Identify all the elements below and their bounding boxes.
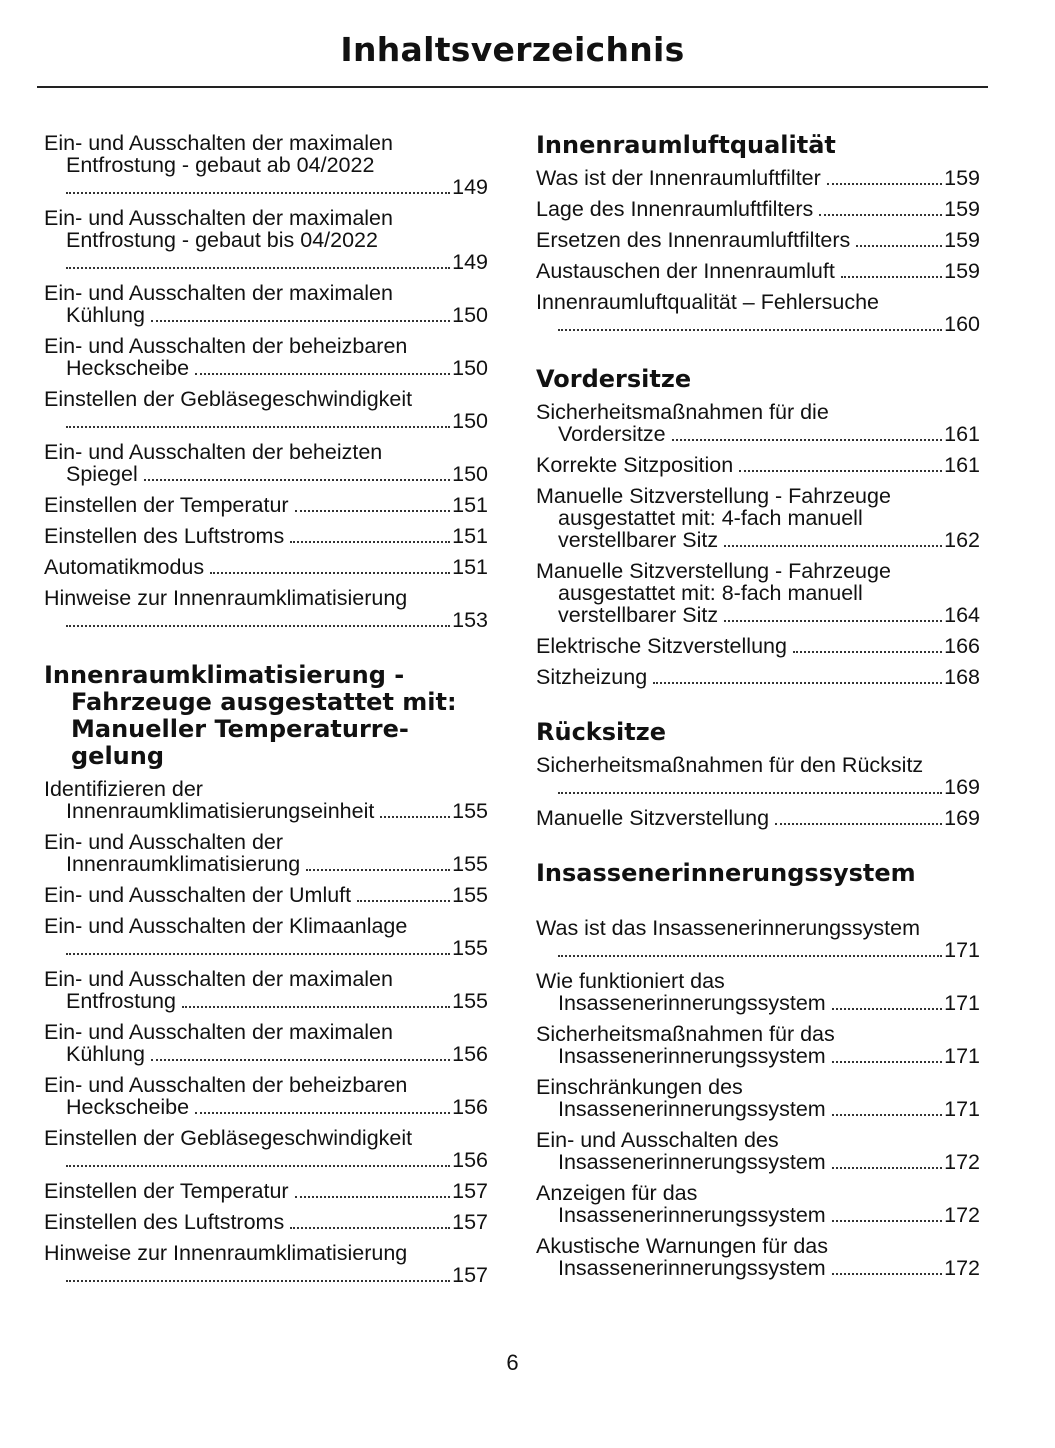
entry-title-line: Ein- und Ausschalten der maximalen	[44, 1020, 393, 1044]
entry-leader-row	[44, 176, 488, 199]
entry-title-line: Spiegel	[66, 462, 138, 486]
dot-leader	[195, 1112, 450, 1114]
entry-leader-row	[44, 937, 488, 960]
dot-leader	[144, 479, 450, 481]
entry-title-line: Was ist das Insassenerinnerungssystem	[536, 916, 920, 940]
entry-title-line: Ein- und Ausschalten der maximalen	[44, 206, 393, 230]
entry-title-line: Korrekte Sitzposition	[536, 453, 734, 477]
entry-page-number[interactable]: 169	[944, 775, 980, 799]
toc-entry[interactable]	[44, 1180, 488, 1203]
dot-leader	[290, 1227, 450, 1229]
entry-page-number[interactable]: 151	[452, 524, 488, 548]
dot-leader	[558, 329, 942, 331]
entry-page-number[interactable]: 171	[944, 938, 980, 962]
entry-title-line: Automatikmodus	[44, 555, 205, 579]
dot-leader	[182, 1006, 450, 1008]
entry-leader-row	[536, 423, 980, 446]
entry-page-number[interactable]: 171	[944, 1044, 980, 1068]
entry-page-number[interactable]: 172	[944, 1203, 980, 1227]
entry-title-line: Ein- und Ausschalten der beheizbaren	[44, 1073, 408, 1097]
entry-leader-row	[536, 635, 980, 658]
toc-entry[interactable]	[44, 587, 488, 632]
entry-page-number[interactable]: 157	[452, 1210, 488, 1234]
entry-title-line: Vordersitze	[558, 422, 666, 446]
toc-entry[interactable]	[44, 1021, 488, 1066]
entry-page-number[interactable]: 171	[944, 1097, 980, 1121]
entry-title-line: Entfrostung - gebaut ab 04/2022	[66, 153, 375, 177]
entry-title-line: Innenraumklimatisierungseinheit	[66, 799, 375, 823]
toc-entry[interactable]	[536, 167, 980, 190]
entry-title-line: Kühlung	[66, 1042, 145, 1066]
entry-leader-row	[44, 609, 488, 632]
toc-entry[interactable]	[44, 335, 488, 380]
dot-leader	[653, 682, 942, 684]
entry-page-number[interactable]: 164	[944, 603, 980, 627]
entry-title-line: Insassenerinnerungssystem	[558, 1150, 826, 1174]
entry-page-number[interactable]: 171	[944, 991, 980, 1015]
entry-page-number[interactable]: 155	[452, 989, 488, 1013]
entry-leader-row	[536, 939, 980, 962]
toc-entry[interactable]	[44, 778, 488, 823]
dot-leader	[841, 276, 942, 278]
entry-title-line: Lage des Innenraumluftfilters	[536, 197, 814, 221]
entry-title-line: Einstellen der Temperatur	[44, 1179, 289, 1203]
entry-title-line: Entfrostung - gebaut bis 04/2022	[66, 228, 378, 252]
entry-page-number[interactable]: 162	[944, 528, 980, 552]
dot-leader	[295, 510, 451, 512]
entry-title-line: Heckscheibe	[66, 356, 190, 380]
entry-title-line: Entfrostung	[66, 989, 176, 1013]
toc-entry[interactable]	[44, 388, 488, 433]
entry-title-line: Insassenerinnerungssystem	[558, 991, 826, 1015]
entry-title-line: Ein- und Ausschalten der maximalen	[44, 281, 393, 305]
entry-title-line: Kühlung	[66, 303, 145, 327]
toc-entry[interactable]	[44, 556, 488, 579]
section-heading: Insassenerinnerungssystem	[536, 859, 916, 887]
toc-left-column	[44, 132, 488, 1295]
entry-title-line: Innenraumklimatisierung	[66, 852, 301, 876]
entry-title-line: Ein- und Ausschalten der Umluft	[44, 883, 352, 907]
dot-leader	[832, 1008, 942, 1010]
toc-entry[interactable]	[44, 915, 488, 960]
entry-title-line: Sicherheitsmaßnahmen für die	[536, 400, 829, 424]
entry-page-number[interactable]: 155	[452, 852, 488, 876]
dot-leader	[66, 1280, 450, 1282]
entry-page-number[interactable]: 160	[944, 312, 980, 336]
entry-page-number[interactable]: 169	[944, 806, 980, 830]
toc-entry[interactable]	[536, 198, 980, 221]
dot-leader	[724, 620, 942, 622]
entry-title-line: Elektrische Sitzverstellung	[536, 634, 787, 658]
toc-entry[interactable]	[536, 485, 980, 552]
entry-title-line: Ein- und Ausschalten der beheizten	[44, 440, 383, 464]
toc-entry[interactable]	[44, 282, 488, 327]
toc-entry[interactable]	[536, 807, 980, 830]
toc-entry[interactable]	[44, 968, 488, 1013]
entry-page-number[interactable]: 156	[452, 1042, 488, 1066]
entry-page-number[interactable]: 159	[944, 259, 980, 283]
entry-leader-row	[44, 556, 488, 579]
toc-entry[interactable]	[44, 1211, 488, 1234]
entry-title-line: Insassenerinnerungssystem	[558, 1044, 826, 1068]
toc-entry[interactable]	[44, 1242, 488, 1287]
dot-leader	[210, 572, 450, 574]
entry-page-number[interactable]: 159	[944, 197, 980, 221]
entry-leader-row	[44, 357, 488, 380]
dot-leader	[672, 439, 943, 441]
entry-title-line: Insassenerinnerungssystem	[558, 1256, 826, 1280]
toc-entry[interactable]	[44, 525, 488, 548]
entry-page-number[interactable]: 166	[944, 634, 980, 658]
entry-leader-row	[44, 990, 488, 1013]
toc-entry[interactable]	[536, 291, 980, 336]
entry-leader-row	[536, 776, 980, 799]
dot-leader	[66, 625, 450, 627]
toc-entry[interactable]	[44, 831, 488, 876]
toc-entry[interactable]	[536, 635, 980, 658]
section-heading: Vordersitze	[536, 365, 692, 393]
entry-leader-row	[44, 884, 488, 907]
toc-right-column	[536, 132, 980, 1288]
entry-title-line: Einstellen des Luftstroms	[44, 1210, 285, 1234]
entry-leader-row	[44, 463, 488, 486]
entry-title-line: Manuelle Sitzverstellung - Fahrzeuge	[536, 559, 891, 583]
entry-title-line: Ein- und Ausschalten der beheizbaren	[44, 334, 408, 358]
toc-entry[interactable]	[536, 666, 980, 689]
entry-title-line: ausgestattet mit: 8-fach manuell	[558, 581, 863, 605]
toc-entry[interactable]	[536, 1076, 980, 1121]
dot-leader	[558, 792, 942, 794]
entry-leader-row	[44, 1096, 488, 1119]
entry-title-line: Einstellen der Temperatur	[44, 493, 289, 517]
dot-leader	[856, 245, 942, 247]
entry-leader-row	[536, 260, 980, 283]
entry-leader-row	[44, 800, 488, 823]
entry-page-number[interactable]: 159	[944, 166, 980, 190]
entry-page-number[interactable]: 150	[452, 356, 488, 380]
dot-leader	[290, 541, 450, 543]
entry-title-line: Insassenerinnerungssystem	[558, 1097, 826, 1121]
section-heading: Innenraumklimatisierung - Fahrzeuge ausgestattet mit: Manueller Temperaturre-gelung	[44, 661, 457, 770]
entry-page-number[interactable]: 155	[452, 799, 488, 823]
entry-leader-row	[44, 304, 488, 327]
entry-page-number[interactable]: 155	[452, 883, 488, 907]
dot-leader	[66, 953, 450, 955]
entry-leader-row	[536, 1257, 980, 1280]
entry-title-line: Ein- und Ausschalten der maximalen	[44, 967, 393, 991]
dot-leader	[66, 1165, 450, 1167]
toc-entry[interactable]	[536, 970, 980, 1015]
toc-entry[interactable]	[536, 917, 980, 962]
section-heading: Rücksitze	[536, 718, 666, 746]
entry-title-line: Austauschen der Innenraumluft	[536, 259, 835, 283]
entry-page-number[interactable]: 156	[452, 1148, 488, 1172]
entry-title-line: Sitzheizung	[536, 665, 648, 689]
dot-leader	[195, 373, 450, 375]
entry-page-number[interactable]: 150	[452, 462, 488, 486]
toc-entry[interactable]	[44, 441, 488, 486]
entry-page-number[interactable]: 157	[452, 1263, 488, 1287]
entry-leader-row	[536, 1151, 980, 1174]
toc-entry[interactable]	[536, 454, 980, 477]
entry-leader-row	[44, 1264, 488, 1287]
dot-leader	[151, 1059, 450, 1061]
dot-leader	[775, 823, 942, 825]
entry-title-line: Anzeigen für das	[536, 1181, 698, 1205]
dot-leader	[832, 1273, 942, 1275]
toc-entry[interactable]	[536, 260, 980, 283]
header-divider	[37, 86, 988, 88]
entry-page-number[interactable]: 150	[452, 409, 488, 433]
entry-leader-row	[44, 494, 488, 517]
entry-title-line: Ein- und Ausschalten der Klimaanlage	[44, 914, 408, 938]
entry-leader-row	[536, 666, 980, 689]
entry-leader-row	[44, 1043, 488, 1066]
entry-title-line: Einstellen der Gebläsegeschwindigkeit	[44, 1126, 413, 1150]
dot-leader	[295, 1196, 451, 1198]
entry-leader-row	[536, 992, 980, 1015]
entry-page-number[interactable]: 149	[452, 175, 488, 199]
entry-leader-row	[536, 229, 980, 252]
entry-title-line: Ein- und Ausschalten der maximalen	[44, 131, 393, 155]
entry-leader-row	[44, 1211, 488, 1234]
entry-page-number[interactable]: 155	[452, 936, 488, 960]
toc-entry[interactable]	[536, 229, 980, 252]
toc-entry[interactable]	[44, 494, 488, 517]
dot-leader	[380, 816, 450, 818]
entry-leader-row	[536, 1098, 980, 1121]
entry-title-line: Insassenerinnerungssystem	[558, 1203, 826, 1227]
page-number: 6	[506, 1350, 519, 1375]
entry-title-line: Identifizieren der	[44, 777, 203, 801]
entry-page-number[interactable]: 157	[452, 1179, 488, 1203]
toc-entry[interactable]	[536, 1182, 980, 1227]
toc-entry[interactable]	[44, 884, 488, 907]
dot-leader	[832, 1220, 942, 1222]
entry-page-number[interactable]: 156	[452, 1095, 488, 1119]
entry-leader-row	[536, 313, 980, 336]
toc-entry[interactable]	[536, 1023, 980, 1068]
toc-entry[interactable]	[44, 207, 488, 274]
entry-title-line: verstellbarer Sitz	[558, 603, 719, 627]
toc-group	[44, 778, 488, 1287]
toc-entry[interactable]	[44, 1127, 488, 1172]
entry-title-line: Innenraumluftqualität – Fehlersuche	[536, 290, 880, 314]
toc-entry[interactable]	[536, 1129, 980, 1174]
dot-leader	[558, 955, 942, 957]
dot-leader	[739, 470, 942, 472]
dot-leader	[66, 426, 450, 428]
entry-page-number[interactable]: 151	[452, 493, 488, 517]
entry-title-line: Sicherheitsmaßnahmen für das	[536, 1022, 835, 1046]
entry-page-number[interactable]: 161	[944, 422, 980, 446]
entry-page-number[interactable]: 150	[452, 303, 488, 327]
entry-leader-row	[536, 529, 980, 552]
entry-page-number[interactable]: 159	[944, 228, 980, 252]
dot-leader	[724, 545, 942, 547]
entry-title-line: ausgestattet mit: 4-fach manuell	[558, 506, 863, 530]
toc-entry[interactable]	[44, 132, 488, 199]
entry-title-line: Ein- und Ausschalten der	[44, 830, 284, 854]
dot-leader	[66, 267, 450, 269]
dot-leader	[832, 1114, 942, 1116]
entry-leader-row	[536, 198, 980, 221]
entry-page-number[interactable]: 153	[452, 608, 488, 632]
dot-leader	[819, 214, 942, 216]
entry-title-line: Akustische Warnungen für das	[536, 1234, 828, 1258]
entry-title-line: Hinweise zur Innenraumklimatisierung	[44, 586, 408, 610]
dot-leader	[151, 320, 450, 322]
entry-title-line: Manuelle Sitzverstellung - Fahrzeuge	[536, 484, 891, 508]
entry-title-line: Einstellen des Luftstroms	[44, 524, 285, 548]
entry-title-line: Wie funktioniert das	[536, 969, 725, 993]
entry-leader-row	[536, 167, 980, 190]
toc-group	[44, 132, 488, 632]
entry-leader-row	[536, 1204, 980, 1227]
entry-leader-row	[536, 807, 980, 830]
entry-page-number[interactable]: 168	[944, 665, 980, 689]
toc-entry[interactable]	[44, 1074, 488, 1119]
section-heading: Innenraumluftqualität	[536, 131, 836, 159]
dot-leader	[306, 869, 450, 871]
entry-title-line: Sicherheitsmaßnahmen für den Rücksitz	[536, 753, 924, 777]
entry-leader-row	[536, 604, 980, 627]
entry-title-line: Hinweise zur Innenraumklimatisierung	[44, 1241, 408, 1265]
dot-leader	[793, 651, 942, 653]
entry-leader-row	[44, 251, 488, 274]
entry-title-line: Ersetzen des Innenraumluftfilters	[536, 228, 851, 252]
entry-title-line: Manuelle Sitzverstellung	[536, 806, 770, 830]
entry-page-number[interactable]: 151	[452, 555, 488, 579]
entry-title-line: verstellbarer Sitz	[558, 528, 719, 552]
entry-title-line: Heckscheibe	[66, 1095, 190, 1119]
toc-entry[interactable]	[536, 754, 980, 799]
toc-entry[interactable]	[536, 560, 980, 627]
page-title: Inhaltsverzeichnis	[340, 30, 685, 69]
entry-title-line: Einstellen der Gebläsegeschwindigkeit	[44, 387, 413, 411]
entry-page-number[interactable]: 149	[452, 250, 488, 274]
entry-leader-row	[44, 410, 488, 433]
entry-title-line: Ein- und Ausschalten des	[536, 1128, 779, 1152]
dot-leader	[832, 1167, 942, 1169]
dot-leader	[357, 900, 450, 902]
toc-entry[interactable]	[536, 401, 980, 446]
entry-page-number[interactable]: 172	[944, 1150, 980, 1174]
entry-leader-row	[536, 454, 980, 477]
entry-title-line: Einschränkungen des	[536, 1075, 743, 1099]
dot-leader	[827, 183, 942, 185]
entry-leader-row	[44, 1180, 488, 1203]
entry-page-number[interactable]: 172	[944, 1256, 980, 1280]
entry-page-number[interactable]: 161	[944, 453, 980, 477]
dot-leader	[66, 192, 450, 194]
entry-leader-row	[536, 1045, 980, 1068]
entry-leader-row	[44, 525, 488, 548]
entry-title-line: Was ist der Innenraumluftfilter	[536, 166, 821, 190]
entry-leader-row	[44, 853, 488, 876]
entry-leader-row	[44, 1149, 488, 1172]
toc-entry[interactable]	[536, 1235, 980, 1280]
dot-leader	[832, 1061, 942, 1063]
